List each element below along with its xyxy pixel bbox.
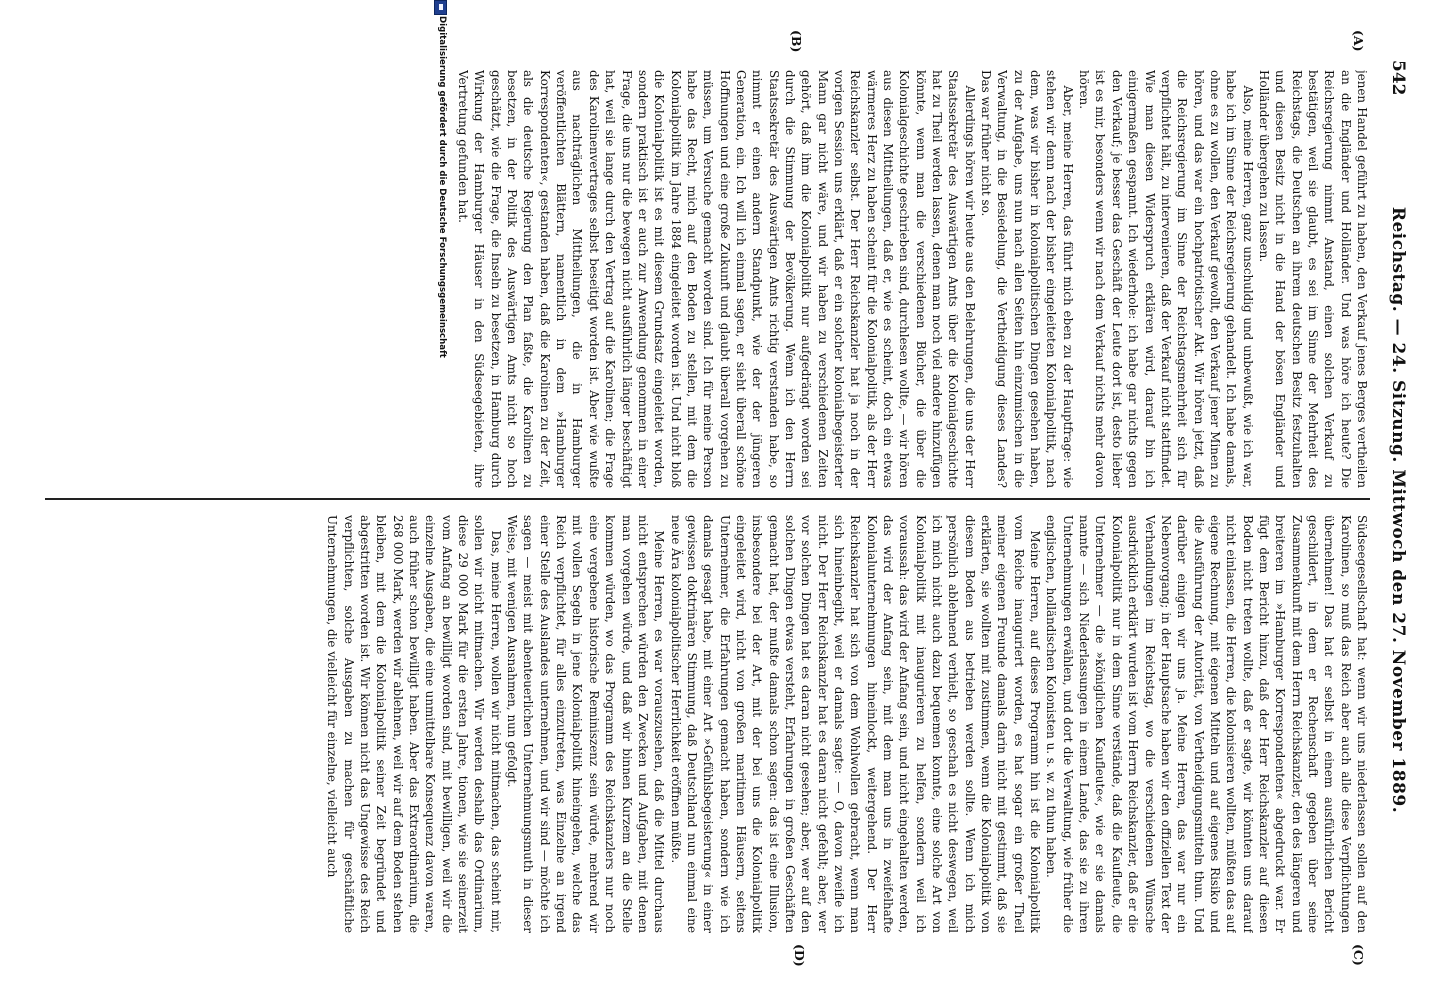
paragraph: Südseegesellschaft hat: wenn wir uns niederlassen sollen auf den Karolinen, so muß das Reich aber auch alle diese Verpflichtungen übernehmen! Das hat er selbst in einem ausführlichen Bericht geschildert, in dem er Rechenschaft gegeben über seine Zusammenkunft mit dem Herrn Reichskanzler, den des längeren und breiteren im »Hamburger Korrespondenten« abgedruckt war. Er fügt dem Bericht hinzu, daß der Herr Reichskanzler auf diesen Boden nicht treten wollte, daß er sagte, wir könnten uns darauf nicht einlassen, die Herren, die kolonisieren wollten, müßten das auf eigene Rechnung, mit eigenen Mitteln und auf eigenes Risiko und die Ausführung der Autorität, von Vertheidigungsmitteln thun. Und darüber einigen wir uns ja. Meine Herren, das war nur ein Nebenvorgang; in der Hauptsache haben wir den offiziellen Text der Verhandlungen im Reichstag, wo die verschiedenen Wünsche ausdrücklich erklärt wurden ist vom Herrn Reichskanzler, daß er die Kolonialpolitik nur in dem Sinne verstände, daß die Kaufleute, die Unternehmer — die »königlichen Kaufleute«, wie er sie damals nannte — sich Niederlassungen in einem Lande, das sie zu ihren Unternehmungen erwählen, und dort die Verwaltung, wie früher die englischen, holländischen Kolonisten u. s. w. zu thun haben.: [1044, 515, 1369, 933]
dfg-logo-icon: [434, 0, 447, 15]
page-number: 542: [1388, 60, 1408, 96]
margin-marker-c: (C): [1351, 944, 1366, 966]
margin-marker-d: (D): [792, 944, 807, 967]
margin-marker-b: (B): [789, 30, 804, 53]
paragraph: Also, meine Herren, ganz unschuldig und unbewußt, wie ich war, habe ich im Sinne der Reichsregierung gehandelt. Ich habe damals, ohne es zu wollen, den Verkauf gewollt, den Verkauf jener Minen zu hören, und das war ein hochpatriotischer Akt. Wir hören jetzt, daß die Reichsregierung im Sinne der Reichstagsmehrheit sich für verpflichtet hält, zu intervenieren, daß der Verkauf nicht stattfindet. Wie man diesen Widerspruch erklären wird, darauf bin ich einigermaßen gespannt. Ich wiederhole: ich habe gar nichts gegen den Verkauf; je besser das Geschäft der Leute dort ist, desto lieber ist es mir, besonders wenn wir nach dem Verkauf nichts mehr davon hören.: [1077, 70, 1255, 488]
running-head: Reichstag. — 24. Sitzung. Mittwoch den 27. November 1889.: [1388, 206, 1408, 814]
scanned-page: [16, 0, 1432, 1000]
digitization-footer: [435, 0, 447, 1000]
paragraph: Das, meine Herren, wollen wir nicht mitmachen, das scheint mir, sollen wir nicht mitmachen. Wir werden deshalb das Ordinarium, diese 29 000 Mark für die ersten Jahre, tionen, wie sie seinerzeit vom Anfang an bewilligt worden sind, mit bewilligen, weil wir die einzelne Ausgaben, die eine unmittelbare Konsequenz davon waren, auch früher schon bewilligt haben. Aber das Extraordinarium, die 268 000 Mark, werden wir ablehnen, weil wir auf dem Boden stehen bleiben, mit dem die Kolonialpolitik seiner Zeit begründet und abgestritten worden ist. Wir können nicht das Ungewisse des Reich verpflichten, solche Ausgaben zu machen für geschäftliche Unternehmungen, die vielleicht für einzelne, vielleicht auch: [325, 515, 503, 933]
right-column: [45, 515, 1370, 933]
paragraph: Meine Herren, es war vorauszusehen, daß die Mittel durchaus nicht entsprechen würden den Zwecken und Aufgaben, mit denen man vorgehen würde, und daß wir binnen Kurzem an die Stelle kommen würden, wo das Programm des Reichskanzlers nur noch eine vergebene historische Reminiszenz sein würde, mehrend wir mit vollen Segeln in jene Kolonialpolitik hineingehen, welche das Reich verpflichtet, für alles einzutreten, was Einzelne an irgend einer Stelle des Auslandes unternehmen, und wir sind — möchte ich sagen — meist mit abenteuerlichen Unternehmungsmuth in dieser Weise, mit wenigen Ausnahmen, nun gefolgt.: [505, 515, 667, 933]
paragraph: Aber, meine Herren, das führt mich eben zu der Hauptfrage: wie stehen wir denn nach der bisher eingeleiteten Kolonialpolitik, nach dem, was wir bisher in kolonialpolitischen Dingen gesehen haben, zu der Aufgabe, uns nun nach allen Seiten hin einzumischen in die Verwaltung, in die Besiedelung, die Vertheidigung dieses Landes? Das war früher nicht so.: [979, 70, 1075, 488]
paragraph: Meine Herren, auf dieses Programm hin ist die Kolonialpolitik vom Reiche inauguriert worden, es hat sogar ein großer Theil meiner eigenen Freunde damals darin nicht mit gestimmt, daß sie erklärten, sie wollten mit zustimmen, wenn die Kolonialpolitik von diesem Boden aus betrieben werden sollte. Wenn ich mich persönlich ablehnend verhielt, so geschah es nicht deswegen, weil ich mich nicht auch dazu bequemen konnte, eine solche Art von Kolonialpolitik mit inaugurieren zu helfen, sondern weil ich voraussah: das wird der Anfang sein, und nicht eingehalten werden, das wird der Anfang sein, mit dem man uns in zweifelhafte Kolonialunternehmungen hineinlockt, weitergehend. Der Herr Reichskanzler hat sich von dem Wohlwollen gebracht, wenn man sich hineinbegibt, weil er damals sagte: — O, davon zweifle ich nicht. Der Herr Reichskanzler hat es daran nicht gefehlt; aber, wer vor solchen Dingen hat es daran nicht gesehen; aber, wer auf den solchen Dingen etwas versteht, Erfahrungen in großen Geschäften gemacht hat, der mußte damals schon sagen: das ist eine Illusion, insbesondere bei der Art, mit der bei uns die Kolonialpolitik eingeleitet wird, nicht von großen maritimen Häusern, seitens Unternehmer, die Erfahrungen gemacht haben, sondern wie ich damals gesagt habe, mit einer Art »Gefühlsbegeisterung« in einer gewissen doktrinären Stimmung, daß Deutschland nun einmal eine neue Ära kolonialpolitischer Herrlichkeit eröffnen müßte.: [668, 515, 1043, 933]
margin-marker-a: (A): [1351, 30, 1366, 52]
left-column: [45, 70, 1370, 488]
footer-credit: Digitalisierung gefördert durch die Deutsche Forschungsgemeinschaft: [437, 16, 447, 358]
column-divider: [45, 498, 1370, 500]
paragraph: Allerdings hören wir heute aus den Belehrungen, die uns der Herr Staatssekretär des Auswärtigen Amts über die Kolonialgeschichte hat zu Theil werden lassen, denen man noch viel andere hinzufügen könnte, wenn man die verschiedenen Bücher, die über die Kolonialgeschichte geschrieben sind, durchlesen wollte, — wir hören aus diesen Mittheilungen, daß er, wie es scheint, doch ein etwas wärmeres Herz zu haben scheint für die Kolonialpolitik, als der Herr Reichskanzler selbst. Der Herr Reichskanzler hat ja noch in der vorigen Session uns erklärt, daß er ein solcher kolonialbegeisterter Mann gar nicht wäre, und wir haben zu verschiedenen Zeiten gehört, daß ihm die Kolonialpolitik nur aufgedrängt worden sei durch die Stimmung der Bevölkerung. Wenn ich den Herrn Staatssekretär des Auswärtigen Amts richtig verstanden habe, so nimmt er einen andern Standpunkt, wie der der jüngeren Generation, ein. Ich will ich einmal sagen, er sieht überall schöne Hoffnungen und eine große Zukunft und glaubt überall vorgehen zu müssen, um Versuche gemacht worden sind. Ich für meine Person habe das Recht, mich auf den Boden zu stellen, mit dem die Kolonialpolitik im Jahre 1884 eingeleitet worden ist. Und nicht bloß die Kolonialpolitik ist es mit diesem Grundsatz eingeleitet worden, sondern praktisch ist er auch zur Anwendung genommen in einer Frage, die uns nur die bewegen nicht ausführlich länger beschäftigt hat, weil sie lange durch den Vertrag auf die Karolinen; die Frage des Karolinenvertrages selbst beseitigt worden ist. Aber wie wußte aus nachträglichen Mittheilungen, die in Hamburger veröffentlichten Blättern, namentlich in dem »Hamburger Korrespondenten«, gestanden haben, daß die Karolinen zu der Zeit, als die deutsche Regierung den Plan faßte, die Karolinen zu besetzen, in der Politik des Auswärtigen Amts nicht so hoch geschätzt, wie die Frage, die Inseln zu besetzen, in Hamburg durch Wirkung der Hamburger Häuser in den Südseegebieten, ihre Vertretung gefunden hat.: [456, 70, 977, 488]
paragraph: jenen Handel geführt zu haben, den Verkauf jenes Berges vertheilen an die Engländer und Holländer. Und was höre ich heute? Die Reichsregierung nimmt Anstand, einen solchen Verkauf zu bestätigen, weil sie glaubt, es sei im Sinne der Mehrheit des Reichstags, die Deutschen an ihrem deutschen Besitz festzuhalten und diesen Besitz nicht in die Hand der bösen Engländer und Holländer übergehen zu lassen.: [1256, 70, 1369, 488]
page-header: [1380, 60, 1408, 960]
